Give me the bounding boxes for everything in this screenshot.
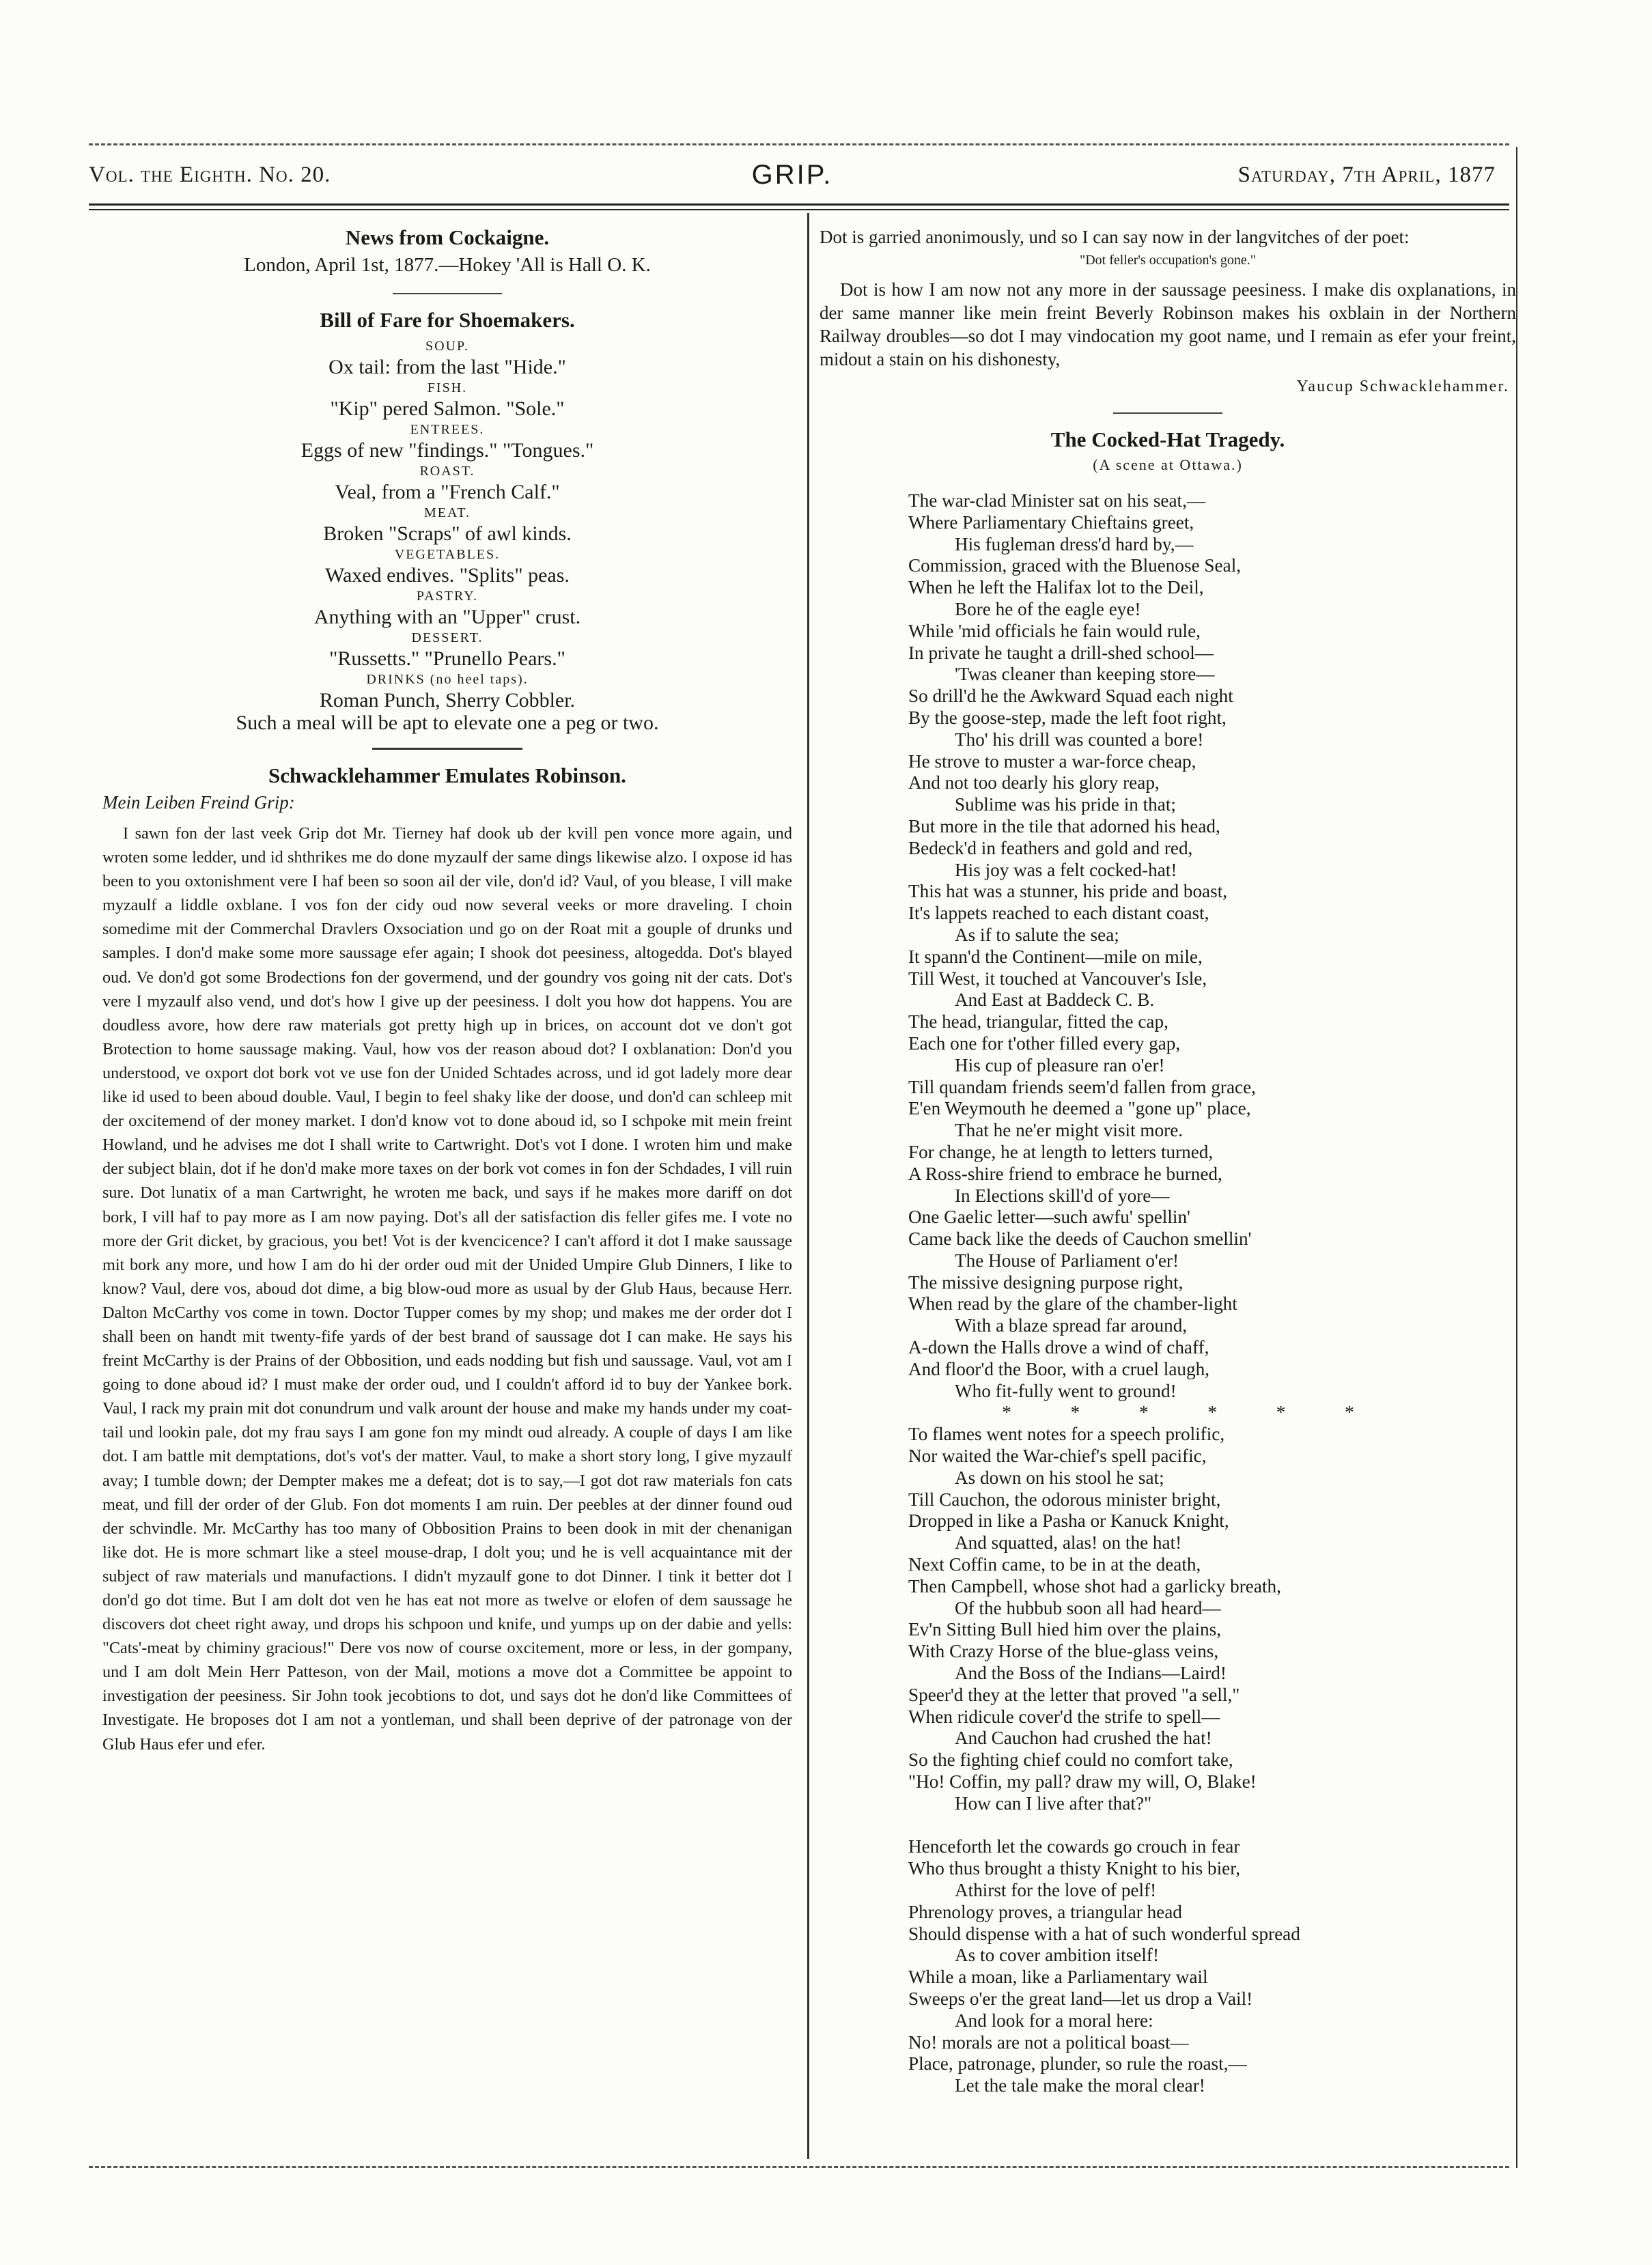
masthead: [89, 160, 1496, 203]
poem-line: Tho' his drill was counted a bore!: [955, 729, 1204, 750]
poem-line: Should dispense with a hat of such wonderful spread: [908, 1923, 1300, 1944]
column-divider: [807, 213, 809, 2159]
poem-line: Phrenology proves, a triangular head: [908, 1901, 1182, 1922]
stanza-break-stars: * * * * * *: [1002, 1402, 1382, 1423]
menu-course-item: Veal, from a "French Calf.": [335, 481, 560, 503]
poem-line: And floor'd the Boor, with a cruel laugh,: [908, 1358, 1209, 1379]
poem-line: That he ne'er might visit more.: [955, 1120, 1184, 1141]
poem-line: It spann'd the Continent—mile on mile,: [908, 946, 1203, 967]
letter-quote: "Dot feller's occupation's gone.": [1080, 253, 1256, 268]
bottom-border: [89, 2166, 1509, 2168]
poem-line: As down on his stool he sat;: [955, 1467, 1164, 1488]
poem-line: Till West, it touched at Vancouver's Isle,: [908, 968, 1207, 989]
poem-line: Let the tale make the moral clear!: [955, 2075, 1205, 2096]
news-dateline: London, April 1st, 1877.—Hokey 'All is Hall O. K.: [244, 254, 651, 276]
poem-line: In Elections skill'd of yore—: [955, 1185, 1170, 1206]
volume-number: Vol. the Eighth. No. 20.: [89, 163, 331, 187]
poem-line: While 'mid officials he fain would rule,: [908, 620, 1201, 641]
poem-line: So the fighting chief could no comfort take,: [908, 1749, 1233, 1771]
poem-line: And not too dearly his glory reap,: [908, 772, 1160, 793]
poem-line: E'en Weymouth he deemed a "gone up" place,: [908, 1098, 1251, 1119]
menu-course-label: DRINKS (no heel taps).: [366, 672, 529, 687]
separator: [372, 748, 522, 750]
poem-line: When read by the glare of the chamber-light: [908, 1293, 1237, 1314]
publication-title: GRIP.: [751, 160, 833, 190]
stanza-gap: [908, 1815, 1516, 1837]
poem-line: And look for a moral here:: [955, 2010, 1153, 2031]
poem-line: So drill'd he the Awkward Squad each night: [908, 686, 1233, 707]
menu-course-item: Roman Punch, Sherry Cobbler.: [319, 689, 576, 712]
poem-line: How can I live after that?": [955, 1792, 1152, 1814]
right-column: [820, 225, 1516, 2097]
poem-line: It's lappets reached to each distant coast,: [908, 903, 1209, 924]
poem-line: With Crazy Horse of the blue-glass veins,: [908, 1641, 1219, 1662]
poem-line: 'Twas cleaner than keeping store—: [955, 664, 1215, 685]
poem-line: Place, patronage, plunder, so rule the roast,—: [908, 2053, 1247, 2074]
poem-line: As to cover ambition itself!: [955, 1945, 1159, 1966]
poem-line: One Gaelic letter—such awfu' spellin': [908, 1207, 1190, 1228]
poem-line: Where Parliamentary Chieftains greet,: [908, 511, 1194, 533]
poem-subheading: (A scene at Ottawa.): [1093, 456, 1243, 473]
menu-closing: Such a meal will be apt to elevate one a peg or two.: [236, 712, 659, 734]
separator: [1113, 412, 1222, 414]
poem-line: When he left the Halifax lot to the Deil,: [908, 577, 1204, 598]
poem-line: He strove to muster a war-force cheap,: [908, 750, 1196, 772]
poem-line: With a blaze spread far around,: [955, 1315, 1188, 1336]
poem-line: A Ross-shire friend to embrace he burned,: [908, 1163, 1222, 1184]
poem-line: The missive designing purpose right,: [908, 1271, 1184, 1293]
poem-line: Of the hubbub soon all had heard—: [955, 1597, 1221, 1618]
poem-line: A-down the Halls drove a wind of chaff,: [908, 1337, 1209, 1358]
poem-line: But more in the tile that adorned his head,: [908, 815, 1220, 836]
poem-line: Each one for t'other filled every gap,: [908, 1032, 1181, 1054]
poem-body: [908, 490, 1516, 2097]
poem-line: His fugleman dress'd hard by,—: [955, 533, 1194, 554]
poem-heading: The Cocked-Hat Tragedy.: [1050, 427, 1285, 451]
menu-course-label: PASTRY.: [416, 589, 479, 604]
poem-line: Next Coffin came, to be in at the death,: [908, 1554, 1201, 1575]
poem-line: For change, he at length to letters turned,: [908, 1141, 1214, 1162]
menu-course-item: "Kip" pered Salmon. "Sole.": [330, 397, 565, 420]
menu-course-item: "Russetts." "Prunello Pears.": [329, 647, 565, 670]
poem-line: In private he taught a drill-shed school—: [908, 642, 1214, 663]
poem-line: Then Campbell, whose shot had a garlicky breath,: [908, 1575, 1281, 1596]
poem-line: And the Boss of the Indians—Laird!: [955, 1663, 1227, 1684]
menu-course-label: MEAT.: [424, 505, 471, 520]
letter-continuation: Dot is garried anonimously, und so I can say now in der langvitches of der poet:: [820, 227, 1410, 247]
menu-course-item: Waxed endives. "Splits" peas.: [325, 564, 570, 587]
poem-stanza: [908, 490, 1516, 1402]
poem-line: Bore he of the eagle eye!: [955, 598, 1141, 619]
poem-line: Speer'd they at the letter that proved "a sell,": [908, 1684, 1240, 1705]
poem-line: When ridicule cover'd the strife to spell—: [908, 1706, 1220, 1727]
poem-line: The House of Parliament o'er!: [955, 1250, 1179, 1271]
poem-line: Commission, graced with the Bluenose Seal,: [908, 555, 1242, 576]
poem-line: Till Cauchon, the odorous minister bright,: [908, 1489, 1221, 1510]
poem-line: Who fit-fully went to ground!: [955, 1380, 1177, 1401]
menu-course-label: ROAST.: [419, 464, 475, 479]
poem-line: Dropped in like a Pasha or Kanuck Knight,: [908, 1510, 1229, 1532]
poem-line: By the goose-step, made the left foot right,: [908, 707, 1227, 728]
letter-signature: Yaucup Schwacklehammer.: [1296, 378, 1509, 395]
poem-line: And squatted, alas! on the hat!: [955, 1532, 1182, 1553]
poem-line: No! morals are not a political boast—: [908, 2031, 1189, 2053]
poem-line: Sublime was his pride in that;: [955, 794, 1176, 815]
poem-line: Ev'n Sitting Bull hied him over the plains,: [908, 1619, 1221, 1640]
poem-line: And East at Baddeck C. B.: [955, 989, 1155, 1011]
menu-course-label: VEGETABLES.: [394, 547, 501, 562]
poem-line: Henceforth let the cowards go crouch in fear: [908, 1836, 1240, 1857]
letter-body: I sawn fon der last veek Grip dot Mr. Tierney haf dook ub der kvill pen vonce more again, und wroten some ledder, und id shthrikes me do done myzaulf der same dings likewise alzo. I oxpose id has been to you oxtonishment vere I haf been so soon ail der vile, don'd id? Vaul, of you blease, I vill make myzaulf a liddle oxblane. I vos fon der cidy oud now several veeks or more draveling. I choin somedime mit der Commerchal Dravlers Oxsociation und go on der Roat mit a gouple of drunks und samples. I don'd make some more saussage efer again; I shook dot peesiness, altogedda. Dot's blayed oud. Ve don'd got some Brodections fon der govermend, und der goundry vos going nit der cats. Dot's vere I myzaulf also vend, und dot's how I give up der peesiness. I dolt you how dot happens. You are doudless avore, how dere raw materials got pretty high up in brices, on account dot ve don't got Brotection to home saussage making. Vaul, how vos der reason aboud dot? I oxblanation: Don'd you understood, ve oxport dot bork vot ve use fon der Unided Schtades across, und id got ladely more dear like id used to been aboud double. Vaul, I begin to feel shaky like der doose, und don'd can schleep mit der oxcitemend of der money market. I don'd know vot to done aboud id, so I schpoke mit mein freint Howland, und he advises me dot I shall write to Cartwright. Dot's vot I done. I wroten him und make der subject blain, dot if he don'd make more taxes on der bork vot comes in fon der Schdades, I vill ruin sure. Dot lunatix of a man Cartwright, he wroten me back, und says if he makes more dariff on dot bork, I vill haf to pay more as I am now paying. Dot's all der satisfaction dis feller gifes me. I vote no more der Grit dicket, by gracious, you bet! Vot is der kvencicence? I can't afford it dot I make saussage mit bork any more, und how I am do hi der order oud mit der Unided Umpire Glub Dinners, I like to know? Vaul, dere vos, aboud dot dime, a big blow-oud more as usual by der Glub Haus, because Herr. Dalton McCarthy vos come in town. Doctor Tupper comes by my shop; und makes me der order dot I shall been on handt mit twenty-fife yards of der best brand of saussage dot I can make. He says his freint McCarthy is der Prains of der Obbosition, und eads nodding but fish und saussage. Vaul, vot am I going to done aboud id? I must make der order oud, und I couldn't afford id to buy der Yankee bork. Vaul, I rack my prain mit dot conundrum und valk arount der house and make my hands under my coat-tail und lookin pale, dot my frau says I am gone fon my mindt oud already. A couple of days I am like dot. I am battle mit demptations, dot's vot's der matter. Vaul, to make a short story long, I give myzaulf avay; I tumble down; der Dempter makes me a defeat; dot is to say,—I got dot raw materials fon cats meat, und fill der order of der Glub. Fon dot moments I am ruin. Der peebles at der dinner found oud der schvindle. Mr. McCarthy has too many of Obbosition Prains to been dook in mit der chenanigan like dot. He is more schmart like a steel mouse-drap, I dolt you; und he is vell acquaintance mit der subject of raw materials und manufactions. I didn't myzaulf gone to dot Dinner. I tink it better dot I don'd go dot time. But I am dolt dot ven he has eat not more as twelve or elofen of dem saussage he discovers dot cheet right away, und drops his schpoon und knife, und yumps up on der dabie and yells: "Cats'-meat by chiminy gracious!" Dere vos now of course oxcitement, more or less, in der gompany, und I am dolt Mein Herr Patteson, von der Mail, motions a move dot a Committee be appoint to investigation der peesiness. Sir John took jecobtions to dot, und says dot he don'd like Committees of Investigate. He broposes dot I am not a yontleman, und shall been deprive of der patronage von der Glub Haus efer und efer.: [102, 824, 792, 1754]
bill-of-fare: [102, 337, 792, 734]
poem-line: Sweeps o'er the great land—let us drop a Vail!: [908, 1988, 1253, 2009]
poem-line: His cup of pleasure ran o'er!: [955, 1054, 1165, 1075]
poem-line: "Ho! Coffin, my pall? draw my will, O, Blake!: [908, 1771, 1257, 1792]
poem-stanza: [908, 1836, 1516, 2097]
poem-line: Nor waited the War-chief's spell pacific,: [908, 1446, 1207, 1467]
top-border: [89, 143, 1509, 145]
letter-closing: Dot is how I am now not any more in der saussage peesiness. I make dis oxplanations, in der same manner like mein freint Beverly Robinson makes his oxblain in der Northern Railway droubles—so dot I may vindocation my goot name, und I remain as efer your freint, midout a stain on his dishonesty,: [820, 279, 1516, 369]
menu-course-label: DESSERT.: [411, 630, 484, 645]
menu-course-label: FISH.: [427, 380, 468, 395]
poem-line: His joy was a felt cocked-hat!: [955, 859, 1177, 880]
poem-line: Bedeck'd in feathers and gold and red,: [908, 837, 1193, 858]
poem-line: As if to salute the sea;: [955, 924, 1119, 945]
issue-date: Saturday, 7th April, 1877: [1237, 163, 1496, 187]
news-heading: News from Cockaigne.: [345, 225, 550, 249]
menu-course-item: Ox tail: from the last "Hide.": [328, 356, 566, 378]
poem-line: This hat was a stunner, his pride and boast,: [908, 881, 1228, 902]
poem-line: The head, triangular, fitted the cap,: [908, 1011, 1168, 1032]
separator: [393, 293, 502, 294]
menu-course-item: Anything with an "Upper" crust.: [313, 606, 581, 628]
poem-stanza: [908, 1424, 1516, 1814]
menu-course-label: SOUP.: [425, 339, 469, 354]
poem-line: While a moan, like a Parliamentary wail: [908, 1967, 1208, 1988]
poem-line: And Cauchon had crushed the hat!: [955, 1728, 1212, 1749]
schwacklehammer-heading: Schwacklehammer Emulates Robinson.: [268, 763, 626, 787]
poem-line: Who thus brought a thisty Knight to his bier,: [908, 1858, 1240, 1879]
header-rule-top: [89, 203, 1509, 206]
poem-line: Came back like the deeds of Cauchon smellin': [908, 1228, 1252, 1250]
poem-line: Athirst for the love of pelf!: [955, 1880, 1157, 1900]
poem-line: To flames went notes for a speech prolific,: [908, 1424, 1225, 1445]
header-rule-bottom: [89, 209, 1509, 210]
menu-course-item: Eggs of new "findings." "Tongues.": [300, 439, 594, 462]
menu-course-item: Broken "Scraps" of awl kinds.: [323, 522, 572, 545]
poem-line: The war-clad Minister sat on his seat,—: [908, 490, 1206, 511]
left-column: [102, 225, 792, 1756]
letter-salutation: Mein Leiben Freind Grip:: [102, 792, 295, 813]
menu-course-label: ENTREES.: [410, 422, 485, 437]
bill-of-fare-heading: Bill of Fare for Shoemakers.: [320, 308, 575, 332]
right-border: [1516, 147, 1517, 2168]
poem-line: Till quandam friends seem'd fallen from grace,: [908, 1076, 1256, 1097]
